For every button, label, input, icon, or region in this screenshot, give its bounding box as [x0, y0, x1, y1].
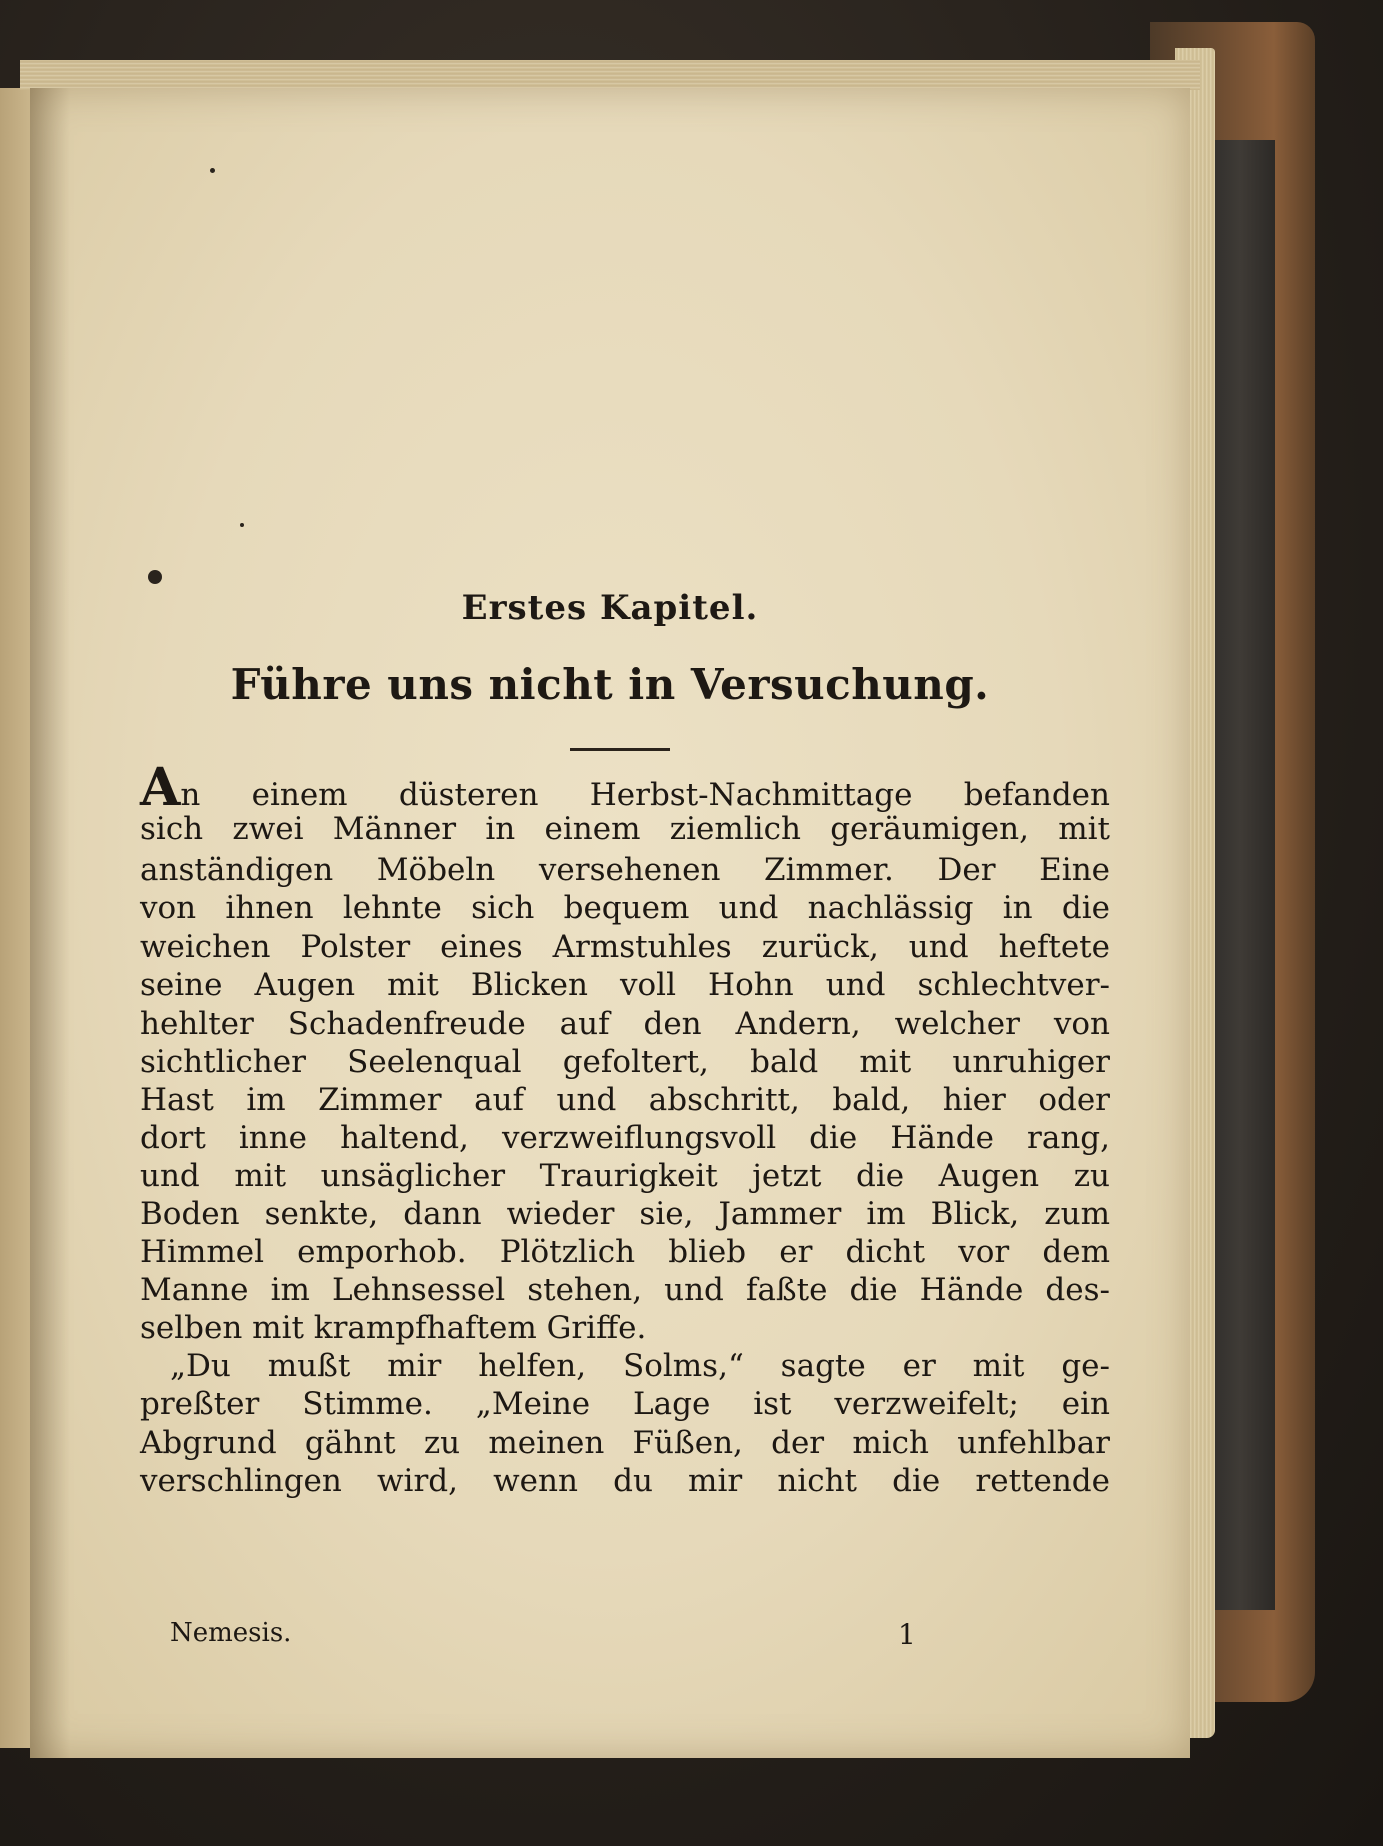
ink-spot [210, 168, 215, 173]
chapter-label: Erstes Kapitel. [461, 588, 759, 628]
text-line: sich zwei Männer in einem ziemlich geräumigen, mit [140, 811, 1110, 847]
text-line: sichtlicher Seelenqual gefoltert, bald mit unruhiger [140, 1044, 1110, 1080]
text-line: Abgrund gähnt zu meinen Füßen, der mich unfehlbar [140, 1425, 1110, 1461]
text-line-1-rest: n einem düsteren Herbst-Nachmittage befanden [180, 777, 1110, 813]
top-page-edges [20, 60, 1200, 90]
book-cover-cloth [1205, 140, 1275, 1610]
text-line: verschlingen wird, wenn du mir nicht die rettende [140, 1463, 1110, 1499]
text-line: seine Augen mit Blicken voll Hohn und schlechtver- [140, 967, 1110, 1003]
chapter-title: Führe uns nicht in Versuchung. [230, 660, 990, 709]
text-line-1 [140, 757, 1110, 818]
text-line: anständigen Möbeln versehenen Zimmer. Der Eine [140, 852, 1110, 888]
footer-book-title: Nemesis. [170, 1618, 292, 1648]
book-page [30, 88, 1190, 1758]
text-line: dort inne haltend, verzweiflungsvoll die Hände rang, [140, 1120, 1110, 1156]
text-line: selben mit krampfhaftem Griffe. [140, 1310, 647, 1346]
text-line: Hast im Zimmer auf und abschritt, bald, hier oder [140, 1082, 1110, 1118]
text-line: „Du mußt mir helfen, Solms,“ sagte er mit ge- [170, 1348, 1110, 1384]
ink-spot [240, 523, 244, 527]
text-line: weichen Polster eines Armstuhles zurück, und heftete [140, 929, 1110, 965]
page-gutter-shadow [30, 88, 70, 1758]
text-line: preßter Stimme. „Meine Lage ist verzweifelt; ein [140, 1386, 1110, 1422]
text-line: Boden senkte, dann wieder sie, Jammer im Blick, zum [140, 1196, 1110, 1232]
text-line: hehlter Schadenfreude auf den Andern, welcher von [140, 1006, 1110, 1042]
ink-spot [148, 570, 162, 584]
chapter-divider [570, 748, 670, 751]
signature-mark: 1 [898, 1618, 916, 1651]
text-line: Manne im Lehnsessel stehen, und faßte die Hände des- [140, 1272, 1110, 1308]
text-line: von ihnen lehnte sich bequem und nachlässig in die [140, 890, 1110, 926]
drop-cap: A [140, 757, 181, 818]
text-line: Himmel emporhob. Plötzlich blieb er dicht vor dem [140, 1234, 1110, 1270]
text-line: und mit unsäglicher Traurigkeit jetzt die Augen zu [140, 1158, 1110, 1194]
